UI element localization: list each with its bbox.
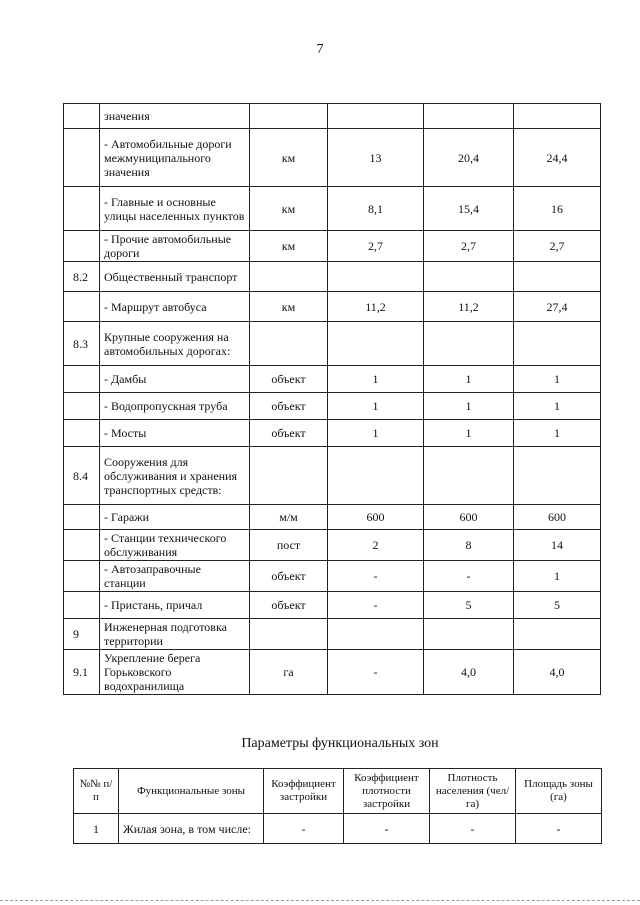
indicator-row [64, 530, 601, 561]
value-estimated: 1 [514, 561, 601, 592]
unit [250, 619, 328, 650]
unit [250, 322, 328, 366]
indicator-name: Крупные сооружения на автомобильных дорогах: [100, 322, 250, 366]
value-estimated: 27,4 [514, 292, 601, 322]
value-existing: 1 [328, 366, 424, 393]
unit: объект [250, 592, 328, 619]
indicator-name: - Водопропускная труба [100, 393, 250, 420]
building-coefficient: - [264, 814, 344, 844]
value-existing [328, 619, 424, 650]
value-first-stage [424, 104, 514, 129]
value-existing [328, 447, 424, 505]
row-number: 8.3 [64, 322, 100, 366]
unit: объект [250, 393, 328, 420]
value-first-stage [424, 322, 514, 366]
indicator-row [64, 292, 601, 322]
value-estimated [514, 619, 601, 650]
indicator-name: - Пристань, причал [100, 592, 250, 619]
row-number [64, 592, 100, 619]
row-number: 8.2 [64, 262, 100, 292]
zones-header-cell: Площадь зоны (га) [516, 769, 602, 814]
value-existing: - [328, 592, 424, 619]
indicator-row [64, 393, 601, 420]
indicator-row [64, 231, 601, 262]
indicator-row [64, 104, 601, 129]
value-estimated: 1 [514, 420, 601, 447]
row-number [64, 420, 100, 447]
indicator-row [64, 650, 601, 695]
indicator-name: - Прочие автомобильные дороги [100, 231, 250, 262]
value-existing [328, 262, 424, 292]
value-estimated [514, 262, 601, 292]
row-number: 9.1 [64, 650, 100, 695]
row-number [64, 366, 100, 393]
indicator-name: - Станции технического обслуживания [100, 530, 250, 561]
unit: м/м [250, 505, 328, 530]
value-first-stage [424, 619, 514, 650]
indicator-row [64, 322, 601, 366]
unit: объект [250, 561, 328, 592]
indicator-row [64, 447, 601, 505]
value-first-stage: 600 [424, 505, 514, 530]
indicator-row [64, 505, 601, 530]
zone-row [74, 814, 602, 844]
unit [250, 104, 328, 129]
unit: пост [250, 530, 328, 561]
row-number [64, 104, 100, 129]
value-existing: 8,1 [328, 187, 424, 231]
indicator-name: значения [100, 104, 250, 129]
indicator-name: - Главные и основные улицы населенных пунктов [100, 187, 250, 231]
value-first-stage: 8 [424, 530, 514, 561]
unit: объект [250, 420, 328, 447]
unit: км [250, 231, 328, 262]
row-number [64, 505, 100, 530]
value-first-stage: 15,4 [424, 187, 514, 231]
indicator-row [64, 366, 601, 393]
zones-header-cell: Плотность населения (чел/га) [430, 769, 516, 814]
row-number [64, 530, 100, 561]
value-first-stage: 1 [424, 393, 514, 420]
zones-header-cell: Функциональные зоны [119, 769, 264, 814]
indicator-name: - Мосты [100, 420, 250, 447]
value-first-stage: 20,4 [424, 129, 514, 187]
value-first-stage: 1 [424, 366, 514, 393]
row-number: 8.4 [64, 447, 100, 505]
unit: га [250, 650, 328, 695]
value-estimated: 600 [514, 505, 601, 530]
value-estimated: 1 [514, 366, 601, 393]
value-estimated: 14 [514, 530, 601, 561]
row-number [64, 393, 100, 420]
value-existing: 2 [328, 530, 424, 561]
unit: объект [250, 366, 328, 393]
unit: км [250, 292, 328, 322]
value-first-stage: 5 [424, 592, 514, 619]
value-first-stage: 11,2 [424, 292, 514, 322]
indicator-name: - Автомобильные дороги межмуниципального значения [100, 129, 250, 187]
value-existing: 600 [328, 505, 424, 530]
value-existing: 1 [328, 420, 424, 447]
value-existing: - [328, 561, 424, 592]
zones-table [73, 768, 602, 844]
row-number: 1 [74, 814, 119, 844]
indicator-name: - Маршрут автобуса [100, 292, 250, 322]
row-number [64, 231, 100, 262]
zones-header-row [74, 769, 602, 814]
unit: км [250, 129, 328, 187]
value-first-stage: 4,0 [424, 650, 514, 695]
indicator-name: Укрепление берега Горьковского водохранилища [100, 650, 250, 695]
indicator-row [64, 129, 601, 187]
value-existing [328, 104, 424, 129]
row-number [64, 129, 100, 187]
indicator-name: - Гаражи [100, 505, 250, 530]
indicator-row [64, 619, 601, 650]
value-first-stage: 2,7 [424, 231, 514, 262]
value-existing: 11,2 [328, 292, 424, 322]
indicator-row [64, 262, 601, 292]
value-estimated: 4,0 [514, 650, 601, 695]
value-first-stage [424, 262, 514, 292]
value-first-stage [424, 447, 514, 505]
value-estimated [514, 104, 601, 129]
zones-section-title: Параметры функциональных зон [241, 736, 439, 751]
value-existing: - [328, 650, 424, 695]
zones-header-cell: Коэффициент застройки [264, 769, 344, 814]
unit [250, 447, 328, 505]
value-existing: 2,7 [328, 231, 424, 262]
value-estimated [514, 447, 601, 505]
indicator-row [64, 561, 601, 592]
value-first-stage: - [424, 561, 514, 592]
indicator-name: Общественный транспорт [100, 262, 250, 292]
indicator-name: Сооружения для обслуживания и хранения транспортных средств: [100, 447, 250, 505]
row-number: 9 [64, 619, 100, 650]
indicator-name: - Дамбы [100, 366, 250, 393]
indicator-name: - Автозаправочные станции [100, 561, 250, 592]
indicators-table [63, 103, 601, 695]
value-existing [328, 322, 424, 366]
value-existing: 13 [328, 129, 424, 187]
density-coefficient: - [344, 814, 430, 844]
page-number: 7 [316, 42, 324, 57]
unit [250, 262, 328, 292]
value-estimated: 1 [514, 393, 601, 420]
row-number [64, 561, 100, 592]
value-estimated: 24,4 [514, 129, 601, 187]
value-existing: 1 [328, 393, 424, 420]
zone-name: Жилая зона, в том числе: [119, 814, 264, 844]
value-estimated: 5 [514, 592, 601, 619]
population-density: - [430, 814, 516, 844]
value-estimated: 16 [514, 187, 601, 231]
zones-header-cell: №№ п/п [74, 769, 119, 814]
footer-divider [0, 900, 640, 901]
indicator-row [64, 420, 601, 447]
row-number [64, 292, 100, 322]
zone-area: - [516, 814, 602, 844]
row-number [64, 187, 100, 231]
value-estimated [514, 322, 601, 366]
unit: км [250, 187, 328, 231]
indicator-row [64, 187, 601, 231]
value-first-stage: 1 [424, 420, 514, 447]
value-estimated: 2,7 [514, 231, 601, 262]
indicator-name: Инженерная подготовка территории [100, 619, 250, 650]
indicator-row [64, 592, 601, 619]
zones-header-cell: Коэффициент плотности застройки [344, 769, 430, 814]
